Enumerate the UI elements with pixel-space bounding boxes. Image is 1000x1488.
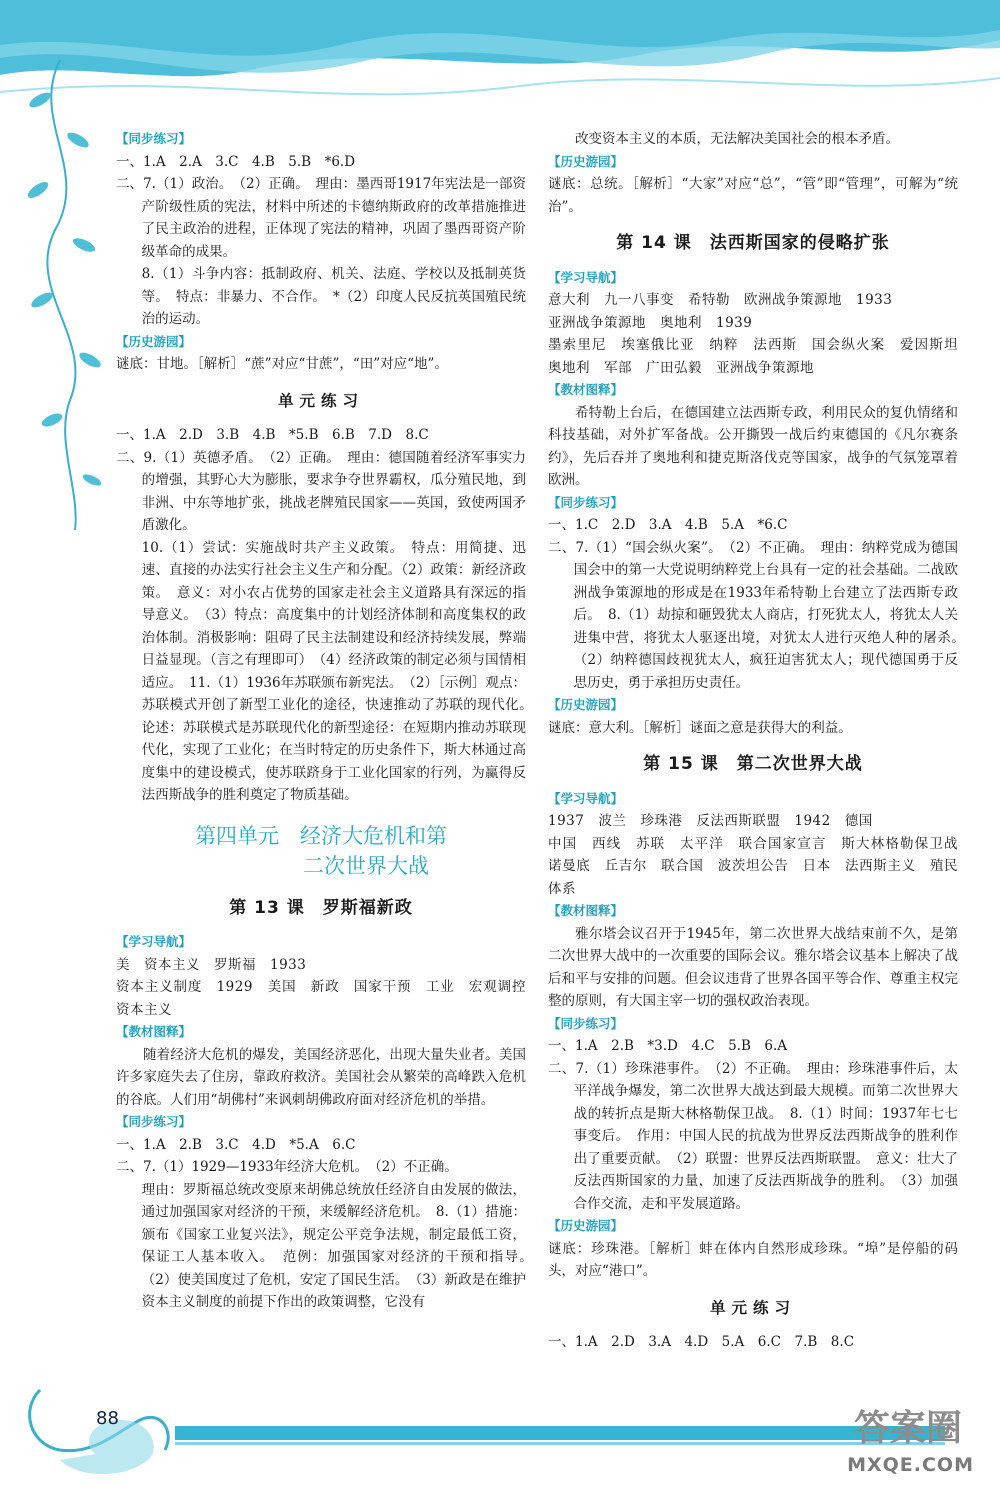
top-banner	[0, 0, 1000, 110]
answer-line: 二、7.（1）珍珠港事件。 （2）不正确。 理由：珍珠港事件后，太平洋战争爆发，第二次世界大战达到最大规模。而第二次世界大战的转折点是斯大林格勒保卫战。 8.（1）时间：1937年七七事变后。 作用：中国人民的抗战为世界反法西斯战争的胜利作出了重要贡献。 （2）联盟：世界反法西斯联盟。 意义：壮大了反法西斯国家的力量，加速了反法西斯战争的胜利。 （3）加强合作交流，走和平发展道路。	[548, 1060, 958, 1212]
unit-exercise-title: 单元练习	[709, 1298, 796, 1317]
section-label: 【 学习导航 】	[548, 269, 623, 287]
riddle-answer: 谜底：意大利。［解析］谜面之意是获得大的利益。	[548, 719, 852, 736]
key-terms: 资本主义制度 1929 美国 新政 国家干预 工业 宏观调控 资本主义	[116, 979, 540, 1018]
key-terms: 墨索里尼 埃塞俄比亚 纳粹 法西斯 国会纵火案 爱因斯坦 奥地利 军部 广田弘毅 亚洲战争策源地	[548, 337, 972, 376]
unit-four-title-line2: 二次世界大战	[303, 853, 429, 878]
key-terms: 中国 西线 苏联 太平洋 联合国家宣言 斯大林格勒保卫战 诺曼底 丘吉尔 联合国 波茨坦公告 日本 法西斯主义 殖民体系	[548, 835, 972, 897]
section-label: 【 历史游园 】	[548, 696, 623, 714]
section-label: 【 同步练习 】	[116, 1113, 191, 1131]
section-label: 【 同步练习 】	[116, 130, 191, 148]
key-terms: 意大利 九一八事变 希特勒 欧洲战争策源地 1933	[548, 292, 893, 308]
section-label: 【 同步练习 】	[548, 1015, 623, 1033]
unit-four-title-line1: 第四单元 经济大危机和第	[195, 823, 447, 848]
riddle-answer: 谜底：珍珠港。［解析］蚌在体内自然形成珍珠。“埠”是停船的码头，对应“港口”。	[548, 1240, 958, 1279]
lesson-14-title: 第 14 课 法西斯国家的侵略扩张	[616, 233, 890, 253]
key-terms: 美 资本主义 罗斯福 1933	[116, 956, 307, 973]
answer-line: 二、7.（1）政治。 （2）正确。 理由：墨西哥1917年宪法是一部资产阶级性质的宪法，材料中所述的卡德纳斯政府的改革措施推进了民主政治的进程，正体现了宪法的精神，巩固了墨西哥资产阶级革命的成果。	[116, 176, 526, 260]
answer-line: 一、1.A 2.B 3.C 4.D *5.A 6.C	[116, 1136, 356, 1153]
riddle-answer: 谜底：甘地。［解析］“蔗”对应“甘蔗”，“田”对应“地”。	[116, 356, 448, 372]
section-label: 【 教材图释 】	[116, 1023, 191, 1041]
answer-line: 二、9.（1）英德矛盾。 （2）正确。 理由：德国随着经济军事实力的增强，其野心大为膨胀，要求争夺世界霸权，瓜分殖民地，到非洲、中东等地扩张，挑战老牌殖民国家——英国，致使两国矛盾激化。	[116, 449, 526, 533]
lesson-15-title: 第 15 课 第二次世界大战	[643, 754, 863, 774]
lesson-13-title: 第 13 课 罗斯福新政	[229, 897, 413, 918]
answer-line: 一、1.A 2.A 3.C 4.B 5.B *6.D	[116, 153, 356, 170]
answer-line: 理由：罗斯福总统改变原来胡佛总统放任经济自由发展的做法，通过加强国家对经济的干预，来缓解经济危机。 8.（1）措施：颁布《国家工业复兴法》，规定公平竞争法规，制定最低工资，保证工人基本收入。 范例：加强国家对经济的干预和指导。 （2）使美国度过了危机，安定了国民生活。 （3）新政是在维护资本主义制度的前提下作出的政策调整，它没有	[141, 1181, 540, 1310]
unit-four-title	[116, 821, 526, 881]
continued-text: 改变资本主义的本质，无法解决美国社会的根本矛盾。	[575, 131, 899, 147]
answer-line: 8.（1）斗争内容：抵制政府、机关、法庭、学校以及抵制英货等。 特点：非暴力、不合作。 *（2）印度人民反抗英国殖民统治的运动。	[141, 266, 526, 327]
section-label: 【 教材图释 】	[548, 381, 623, 399]
answer-line: 二、7.（1）“国会纵火案”。 （2）不正确。 理由：纳粹党成为德国国会中的第一大党说明纳粹党上台具有一定的社会基础。二战欧洲战争策源地的形成是在1933年希特勒上台建立了法西斯专政后。 8.（1）劫掠和砸毁犹太人商店，打死犹太人，将犹太人关进集中营，将犹太人驱逐出境，对犹太人进行灭绝人种的屠杀。 （2）纳粹德国歧视犹太人，疯狂迫害犹太人；现代德国勇于反思历史，勇于承担历史责任。	[548, 539, 972, 691]
right-column	[548, 128, 972, 1354]
key-terms: 亚洲战争策源地 奥地利 1939	[548, 314, 753, 331]
watermark-url: MXQE.COM	[847, 1454, 974, 1476]
section-label: 【 历史游园 】	[548, 1217, 623, 1235]
picture-explanation: 随着经济大危机的爆发，美国经济恶化，出现大量失业者。美国许多家庭失去了住房，靠政府救济。美国社会从繁荣的高峰跌入危机的谷底。人们用“胡佛村”来讽刺胡佛政府面对经济危机的举措。	[116, 1046, 526, 1108]
section-label: 【 教材图释 】	[548, 902, 623, 920]
key-terms: 1937 波兰 珍珠港 反法西斯联盟 1942 德国	[548, 813, 873, 829]
answer-line: 一、1.A 2.B *3.D 4.C 5.B 6.A	[548, 1038, 788, 1054]
vine-decoration	[0, 60, 120, 560]
picture-explanation: 雅尔塔会议召开于1945年，第二次世界大战结束前不久，是第二次世界大战中的一次重要的国际会议。雅尔塔会议基本上解决了战后和平与安排的问题。但会议违背了世界各国平等合作、尊重主权完整的原则，有大国主宰一切的强权政治表现。	[548, 925, 958, 1009]
section-label: 【 学习导航 】	[548, 790, 623, 808]
section-label: 【 历史游园 】	[548, 153, 623, 171]
page-number: 88	[96, 1408, 119, 1429]
picture-explanation: 希特勒上台后，在德国建立法西斯专政，利用民众的复仇情绪和科技基础，对外扩军备战。公开撕毁一战后约束德国的《凡尔赛条约》，先后吞并了奥地利和捷克斯洛伐克等国家，战争的气氛笼罩着欧洲。	[548, 404, 958, 488]
riddle-answer: 谜底：总统。［解析］“大家”对应“总”，“管”即“管理”，可解为“统治”。	[548, 176, 958, 215]
answer-line: 一、1.C 2.D 3.A 4.B 5.A *6.C	[548, 517, 788, 533]
answer-line: 二、7.（1）1929—1933年经济大危机。 （2）不正确。	[116, 1159, 458, 1175]
section-label: 【 同步练习 】	[548, 494, 623, 512]
answer-line: 10.（1）尝试：实施战时共产主义政策。 特点：用简捷、迅速、直接的办法实行社会主义生产和分配。（2）政策：新经济政策。 意义：对小农占优势的国家走社会主义道路具有深远的指导意义。 （3）特点：高度集中的计划经济体制和高度集权的政治体制。消极影响：阻碍了民主法制建设和经济持续发展，弊端日益显现。（言之有理即可） （4）经济政策的制定必须与国情相适应。 11.（1）1936年苏联颁布新宪法。 （2）［示例］观点：苏联模式开创了新型工业化的途径，快速推动了苏联的现代化。 论述：苏联模式是苏联现代化的新型途径：在短期内推动苏联现代化，实现了工业化；在当时特定的历史条件下，斯大林通过高度集中的建设模式，使苏联跻身于工业化国家的行列，为赢得反法西斯战争的胜利奠定了物质基础。	[141, 539, 540, 803]
answer-line: 一、1.A 2.D 3.A 4.D 5.A 6.C 7.B 8.C	[548, 1334, 855, 1350]
section-label: 【 学习导航 】	[116, 933, 191, 951]
left-column	[116, 128, 540, 1314]
section-label: 【 历史游园 】	[116, 333, 191, 351]
watermark-logo: 答案圈	[853, 1408, 962, 1449]
answer-line: 一、1.A 2.D 3.B 4.B *5.B 6.B 7.D 8.C	[116, 427, 429, 443]
unit-exercise-title: 单元练习	[277, 391, 364, 410]
